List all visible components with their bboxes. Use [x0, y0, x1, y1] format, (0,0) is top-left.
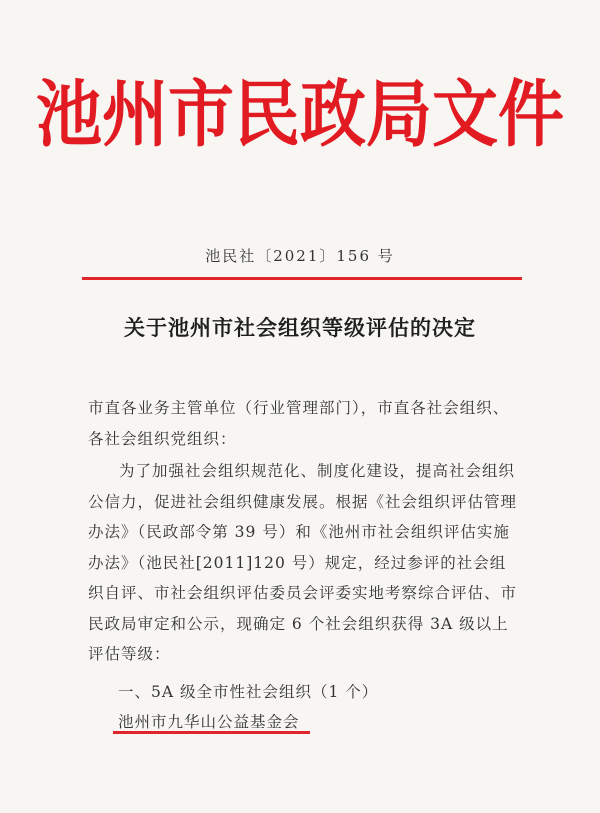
section-heading-5a: 一、5A 级全市性社会组织（1 个） [118, 683, 379, 701]
red-divider-line [82, 277, 522, 280]
highlight-underline [113, 731, 310, 734]
masthead-title: 池州市民政局文件 [36, 71, 564, 157]
salutation: 市直各业务主管单位（行业管理部门），市直各社会组织、各社会组织党组织： [88, 399, 510, 448]
document-number: 池民社〔2021〕156 号 [205, 247, 395, 265]
body-paragraph: 为了加强社会组织规范化、制度化建设，提高社会组织公信力，促进社会组织健康发展。根据《社会组织评估管理办法》（民政部令第 39 号）和《池州市社会组织评估实施办法》（池民社[2011]120 号）规定，经过参评的社会组织自评、市社会组织评估委员会评委实地考察综合评估、市民政局审定和公示，现确定 6 个社会组织获得 3A 级以上评估等级： [88, 462, 518, 663]
document-title: 关于池州市社会组织等级评估的决定 [124, 315, 476, 340]
organization-name: 池州市九华山公益基金会 [118, 713, 300, 731]
